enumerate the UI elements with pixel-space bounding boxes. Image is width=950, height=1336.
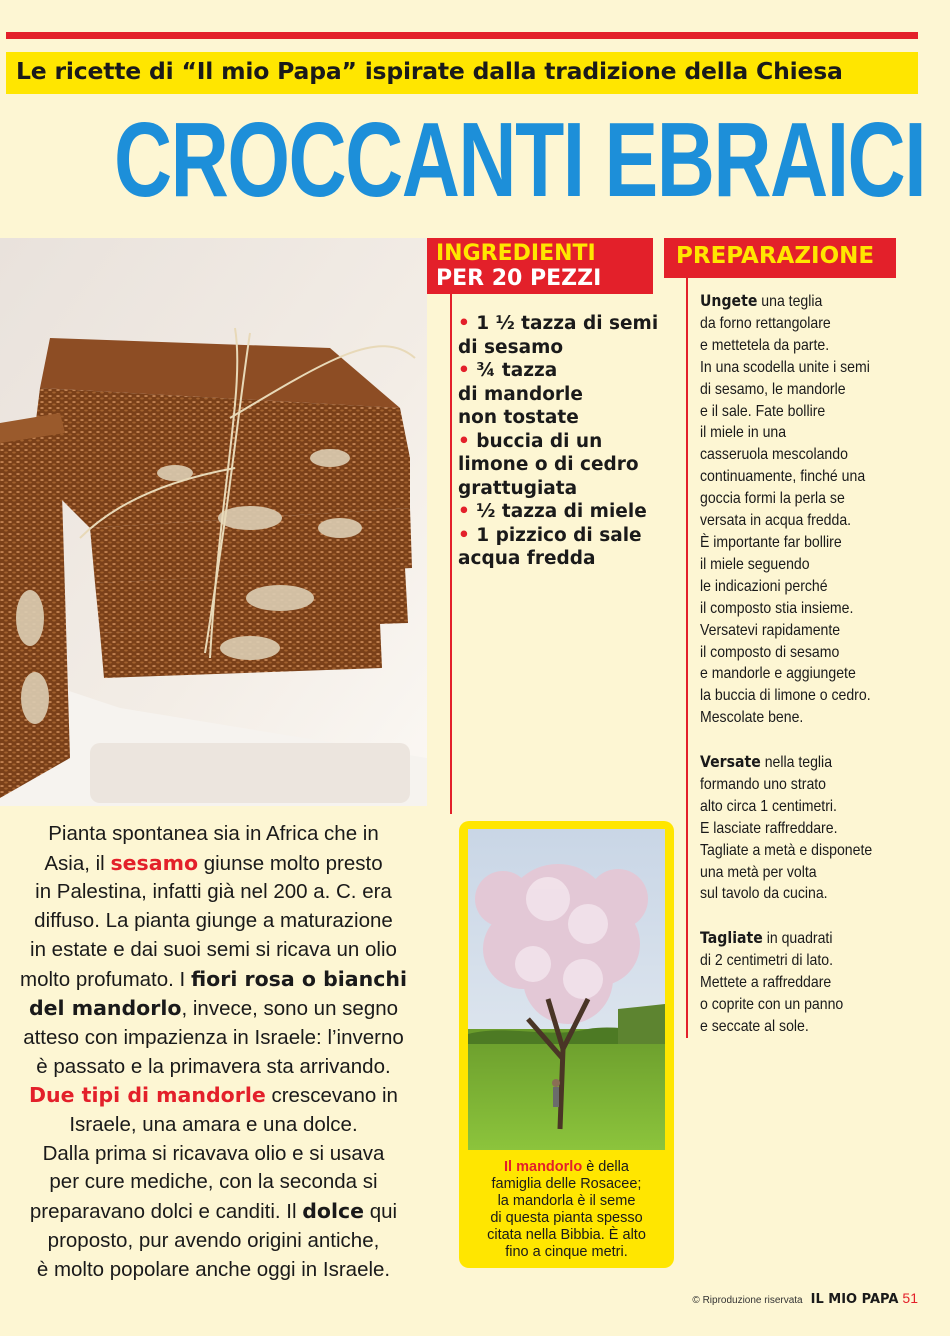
highlight-sesamo: sesamo bbox=[110, 850, 199, 875]
croccanti-photo bbox=[0, 238, 427, 806]
kicker-banner bbox=[6, 52, 918, 94]
ingredient-line: • ¾ tazza bbox=[458, 360, 558, 381]
preparation-step-1: Ungete una teglia da forno rettangolare e mettetela da parte. In una scodella unite i semi di sesamo, le mandorle e il sale. Fate bollire il miele in una casseruola mescolando continuamente, finché una goccia formi la perla se versata in acqua fredda. È importante far bollire il miele seguendo le indicazioni perché il composto stia insieme. Versatevi rapidamente il composto di sesamo e mandorle e aggiungete la buccia di limone o cedro. Mescolate bene. bbox=[700, 291, 871, 727]
page-number: 51 bbox=[902, 1290, 918, 1306]
ingredient-line: • buccia di un bbox=[458, 430, 603, 452]
bullet: • bbox=[458, 430, 470, 452]
bullet: • bbox=[458, 524, 470, 546]
preparation-step-3: Tagliate in quadrati di 2 centimetri di lato. Mettete a raffreddare o coprite con un panno e seccate al sole. bbox=[700, 928, 844, 1035]
ingredient-line: acqua fredda bbox=[458, 548, 596, 569]
caption-highlight: Il mandorlo bbox=[504, 1159, 583, 1175]
copyright-notice: © Riproduzione riservata bbox=[692, 1295, 803, 1306]
preparation-divider bbox=[686, 278, 688, 1038]
preparation-heading bbox=[664, 238, 896, 278]
almond-tree-photo bbox=[468, 829, 665, 1150]
bullet: • bbox=[458, 501, 470, 522]
highlight-mandorle: Due tipi di mandorle bbox=[29, 1083, 266, 1108]
ingredient-line: di mandorle bbox=[458, 383, 583, 405]
ingredients-heading bbox=[427, 238, 653, 294]
ingredients-list bbox=[458, 312, 658, 571]
magazine-name: IL MIO PAPA bbox=[810, 1292, 899, 1307]
kicker-text: Le ricette di “Il mio Papa” ispirate dalla tradizione della Chiesa bbox=[16, 57, 843, 85]
preparation-text bbox=[700, 290, 910, 1060]
top-rule bbox=[6, 32, 918, 39]
ingredient-line: • 1 ½ tazza di semi bbox=[458, 313, 659, 334]
footer bbox=[692, 1290, 918, 1308]
ingredient-line: non tostate bbox=[458, 407, 579, 428]
bullet: • bbox=[458, 360, 470, 381]
ingredient-line: • ½ tazza di miele bbox=[458, 501, 647, 522]
preparation-step-2: Versate nella teglia formando uno strato alto circa 1 centimetri. E lasciate raffreddare. Tagliate a metà e disponete una metà per volta sul tavolo da cucina. bbox=[700, 752, 873, 903]
page-title: CROCCANTI EBRAICI bbox=[114, 101, 926, 219]
body-text: Pianta spontanea sia in Africa che in Asia, il sesamo giunse molto presto in Palestina, infatti già nel 200 a. C. era diffuso. La pianta giunge a maturazione in estate e dai suoi semi si ricava un olio molto profumato. I fiori rosa o bianchi del mandorlo, invece, sono un segno atteso con impazienza in Israele: l’inverno è passato e la primavera sta arrivando. Due tipi di mandorle crescevano in Israele, una amara e una dolce. Dalla prima si ricavava olio e si usava per cure mediche, con la seconda si preparavano dolci e canditi. Il dolce qui proposto, pur avendo origini antiche, è molto popolare anche oggi in Israele. bbox=[20, 822, 407, 1281]
ingredients-heading-line1: INGREDIENTI bbox=[436, 241, 596, 266]
ingredient-line: limone o di cedro bbox=[458, 454, 639, 475]
ingredients-heading-line2: PER 20 PEZZI bbox=[436, 266, 602, 291]
caption: Il mandorlo è della famiglia delle Rosacee; la mandorla è il seme di questa pianta spesso citata nella Bibbia. È alto fino a cinque metri. bbox=[487, 1159, 646, 1260]
ingredients-divider bbox=[450, 294, 452, 814]
preparation-heading-text: PREPARAZIONE bbox=[676, 243, 875, 269]
bullet: • bbox=[458, 313, 470, 334]
ingredient-line: grattugiata bbox=[458, 477, 578, 499]
ingredient-line: • 1 pizzico di sale bbox=[458, 524, 642, 546]
ingredient-line: di sesamo bbox=[458, 336, 564, 358]
